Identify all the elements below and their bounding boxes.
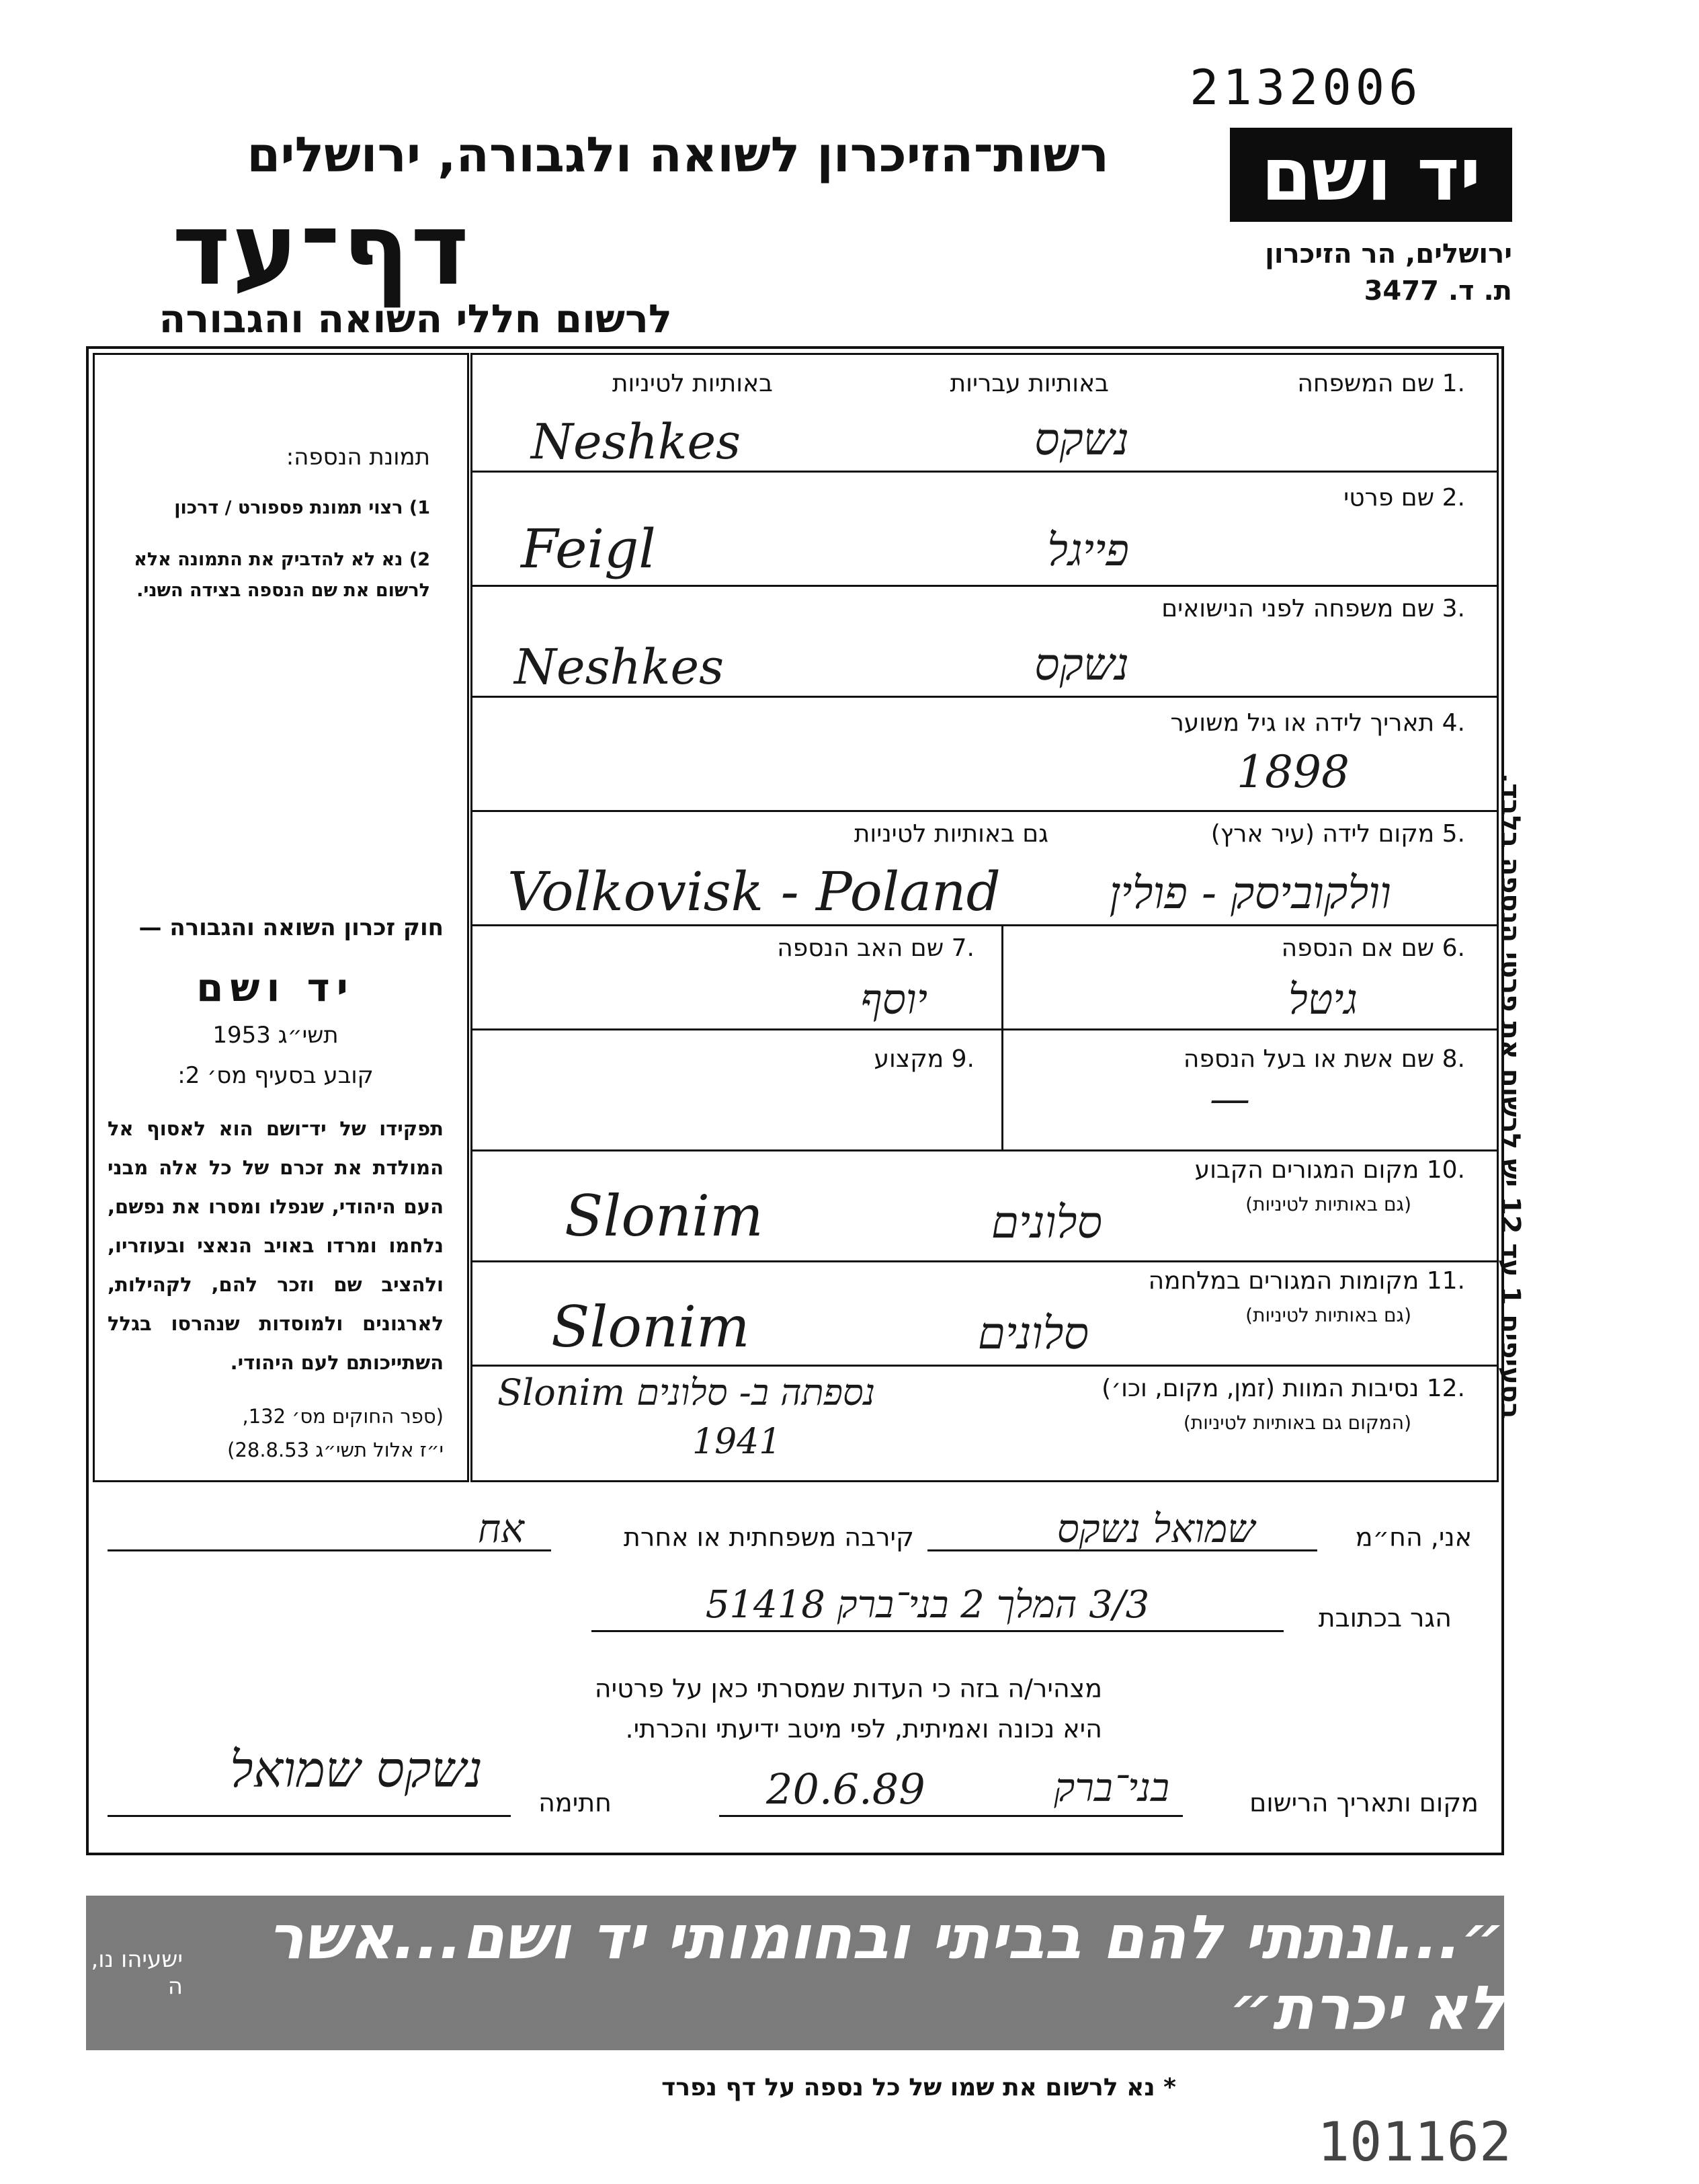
quote-banner (86, 1896, 1504, 2050)
field-10-hebrew-value: סלונים (991, 1197, 1102, 1248)
field-10-latin-value: Slonim (565, 1183, 763, 1249)
field-1-hebrew-value: נשקס (1034, 413, 1129, 465)
law-reference-date: י״ז אלול תשי״ג 28.8.53) (227, 1439, 444, 1461)
row-divider (470, 1149, 1499, 1151)
photo-note-no-glue: 2) נא לא להדביק את התמונה אלא לרשום את שם הנספה בצידה השני. (134, 549, 430, 601)
document-number: 2132006 (1190, 59, 1422, 116)
field-8-label: .8 שם אשת או בעל הנספה (1183, 1045, 1465, 1073)
photo-note-passport: 1) רצוי תמונת פספורט / דרכון (174, 497, 430, 518)
field-5-latin-label: גם באותיות לטיניות (854, 820, 1048, 848)
field-12-sublabel: (המקום גם באותיות לטיניות) (1183, 1412, 1411, 1434)
place-date-underline (719, 1815, 1183, 1817)
signature-label: חתימה (538, 1788, 612, 1818)
declarant-label: אני, הח״מ (1355, 1523, 1472, 1552)
column-divider (1001, 924, 1003, 1149)
row-divider (470, 585, 1499, 587)
law-reference: (ספר החוקים מס׳ 132, (242, 1405, 444, 1428)
law-name: יד ושם (196, 965, 355, 1010)
field-2-latin-value: Feigl (521, 518, 656, 580)
field-1-label: .1 שם המשפחה (1297, 370, 1465, 397)
field-12-value: Slonim נספתה ב- סלונים (497, 1371, 876, 1414)
declarant-name-value: שמואל נשקס (1056, 1506, 1255, 1551)
banner-quote: ״...ונתתי להם בביתי ובחומותי יד ושם...אשר לא יכרת״ (267, 1902, 1504, 2044)
law-title: חוק זכרון השואה והגבורה — (138, 914, 444, 941)
field-6-label: .6 שם אם הנספה (1281, 934, 1465, 962)
field-12-label: .12 נסיבות המוות (זמן, מקום, וכו׳) (1102, 1375, 1465, 1402)
law-clause: קובע בסעיף מס׳ 2: (177, 1062, 374, 1089)
row-divider (470, 924, 1499, 926)
logo-po-box: ת. ד. 3477 (1364, 276, 1512, 307)
field-7-label: .7 שם האב הנספה (777, 934, 975, 962)
row-divider (470, 1028, 1499, 1030)
column-latin-label: באותיות לטיניות (612, 370, 773, 397)
field-8-value: — (1210, 1076, 1250, 1123)
column-hebrew-label: באותיות עבריות (950, 370, 1109, 397)
row-divider (470, 1260, 1499, 1262)
field-11-latin-value: Slonim (551, 1294, 750, 1360)
field-11-label: .11 מקומות המגורים במלחמה (1148, 1267, 1465, 1295)
field-11-sublabel: (גם באותיות לטיניות) (1245, 1304, 1411, 1326)
place-value: בני־ברק (1054, 1765, 1169, 1810)
field-12-year: 1941 (692, 1422, 782, 1462)
side-note: בסעיפים 1 עד 12 יש לרשום את פרטי הנספה בלבד. (1495, 773, 1526, 1420)
field-1-latin-value: Neshkes (531, 413, 741, 470)
place-date-label: מקום ותאריך הרישום (1249, 1788, 1479, 1818)
authority-title: רשות־הזיכרון לשואה ולגבורה, ירושלים (247, 126, 1109, 183)
address-value: 3/3 המלך 2 בני־ברק 51418 (705, 1583, 1150, 1627)
row-divider (470, 810, 1499, 812)
relation-label: קירבה משפחתית או אחרת (623, 1523, 914, 1552)
field-5-hebrew-value: וולקוביסק - פולין (1109, 867, 1391, 919)
field-2-label: .2 שם פרטי (1343, 484, 1465, 512)
field-10-sublabel: (גם באותיות לטיניות) (1245, 1193, 1411, 1215)
declaration-statement-line1: מצהיר/ה בזה כי העדות שמסרתי כאן על פרטיה (594, 1674, 1102, 1703)
law-text: תפקידו של יד־ושם הוא לאסוף אל המולדת את זכרם של כל אלה מבני העם היהודי, שנפלו ומסרו את נפשם, נלחמו ומרדו באויב הנאצי ובעוזריו, ולהציב שם וזכר להם, לקהילות, לארגונים ולמוסדות שנהרסו בגלל השתייכותם לעם היהודי. (108, 1117, 444, 1374)
signature-value: נשקס שמואל (230, 1741, 483, 1799)
yad-vashem-logo: יד ושם (1230, 128, 1512, 222)
field-3-hebrew-value: נשקס (1034, 639, 1129, 690)
law-year: תשי״ג 1953 (212, 1022, 339, 1049)
date-value: 20.6.89 (766, 1765, 925, 1814)
footer-note: * נא לרשום את שמו של כל נספה על דף נפרד (661, 2074, 1176, 2101)
relation-value: אח (477, 1506, 524, 1551)
declaration-statement-line2: היא נכונה ואמיתית, לפי מיטב ידיעתי והכרתי. (625, 1714, 1102, 1744)
photo-title: תמונת הנספה: (286, 444, 430, 471)
field-4-value: 1898 (1237, 746, 1350, 798)
field-4-label: .4 תאריך לידה או גיל משוער (1170, 709, 1465, 737)
field-10-label: .10 מקום המגורים הקבוע (1194, 1156, 1465, 1184)
archive-number: 101162 (1317, 2111, 1511, 2173)
form-subtitle: לרשום חללי השואה והגבורה (159, 296, 672, 341)
field-7-value: יוסף (860, 975, 927, 1024)
banner-source: ישעיהו נו, ה (91, 1946, 183, 2000)
logo-address-line: ירושלים, הר הזיכרון (1265, 239, 1512, 270)
address-label: הגר בכתובת (1318, 1603, 1452, 1633)
field-3-latin-value: Neshkes (514, 639, 724, 695)
field-6-value: גיטל (1288, 975, 1358, 1024)
row-divider (470, 1365, 1499, 1367)
field-5-latin-value: Volkovisk - Poland (507, 860, 1001, 923)
row-divider (470, 471, 1499, 473)
field-11-hebrew-value: סלונים (977, 1307, 1089, 1359)
field-5-label: .5 מקום לידה (עיר ארץ) (1210, 820, 1465, 848)
field-2-hebrew-value: פייגל (1047, 524, 1129, 576)
address-underline (591, 1630, 1284, 1632)
field-9-label: .9 מקצוע (874, 1045, 975, 1073)
field-3-label: .3 שם משפחה לפני הנישואים (1161, 595, 1465, 622)
row-divider (470, 696, 1499, 698)
form-title: דף־עד (172, 192, 470, 307)
signature-underline (108, 1815, 511, 1817)
